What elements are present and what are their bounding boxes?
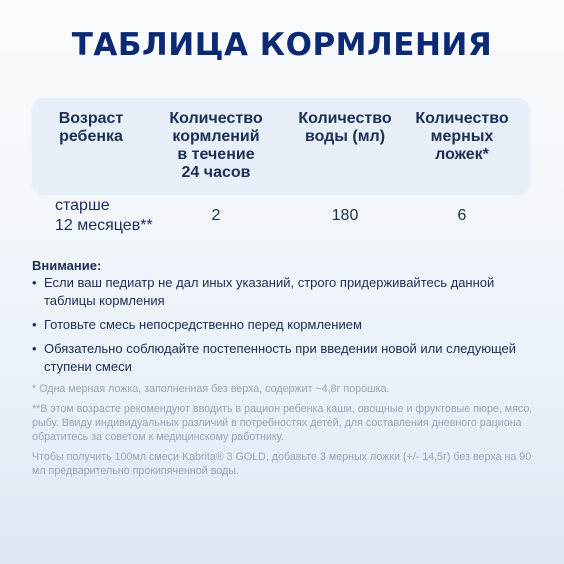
page-title: ТАБЛИЦА КОРМЛЕНИЯ xyxy=(71,27,493,63)
notice-item: • Обязательно соблюдайте постепенность при введении новой или следующей ступени смеси xyxy=(32,340,532,376)
table-cell-feedings: 2 xyxy=(211,207,221,224)
table-header-water: Количество воды (мл) xyxy=(298,110,392,145)
table-cell-water: 180 xyxy=(331,207,359,224)
notice-list xyxy=(32,274,532,380)
footnote-age: **В этом возрасте рекомендуют вводить в рацион ребенка каши, овощные и фруктовые пюре, мясо, рыбу. Ввиду индивидуальных различий в потребностях детей, для составления дневного рациона обратитесь за советом к медицинскому работнику. xyxy=(32,403,533,443)
footnote-preparation: Чтобы получить 100мл смеси Kabrita® 3 GOLD, добавьте 3 мерных ложки (+/- 14,5г) без верха на 90 мл предварительно прокипяченной воды. xyxy=(32,451,532,477)
table-header-age: Возраст ребенка xyxy=(58,110,124,145)
notice-item: • Если ваш педиатр не дал иных указаний, строго придерживайтесь данной таблицы кормления xyxy=(32,274,532,310)
table-cell-age: старше 12 месяцев** xyxy=(55,197,153,234)
table-header-spoons: Количество мерных ложек* xyxy=(415,110,509,163)
table-cell-spoons: 6 xyxy=(457,207,467,224)
footnote-spoon: * Одна мерная ложка, заполненная без верха, содержит ~4,8г порошка. xyxy=(32,383,390,395)
table-header-feedings: Количество кормлений в течение 24 часов xyxy=(169,110,263,181)
notice-title: Внимание: xyxy=(32,258,102,273)
notice-item: • Готовьте смесь непосредственно перед кормлением xyxy=(32,316,532,334)
footnotes xyxy=(32,382,536,484)
